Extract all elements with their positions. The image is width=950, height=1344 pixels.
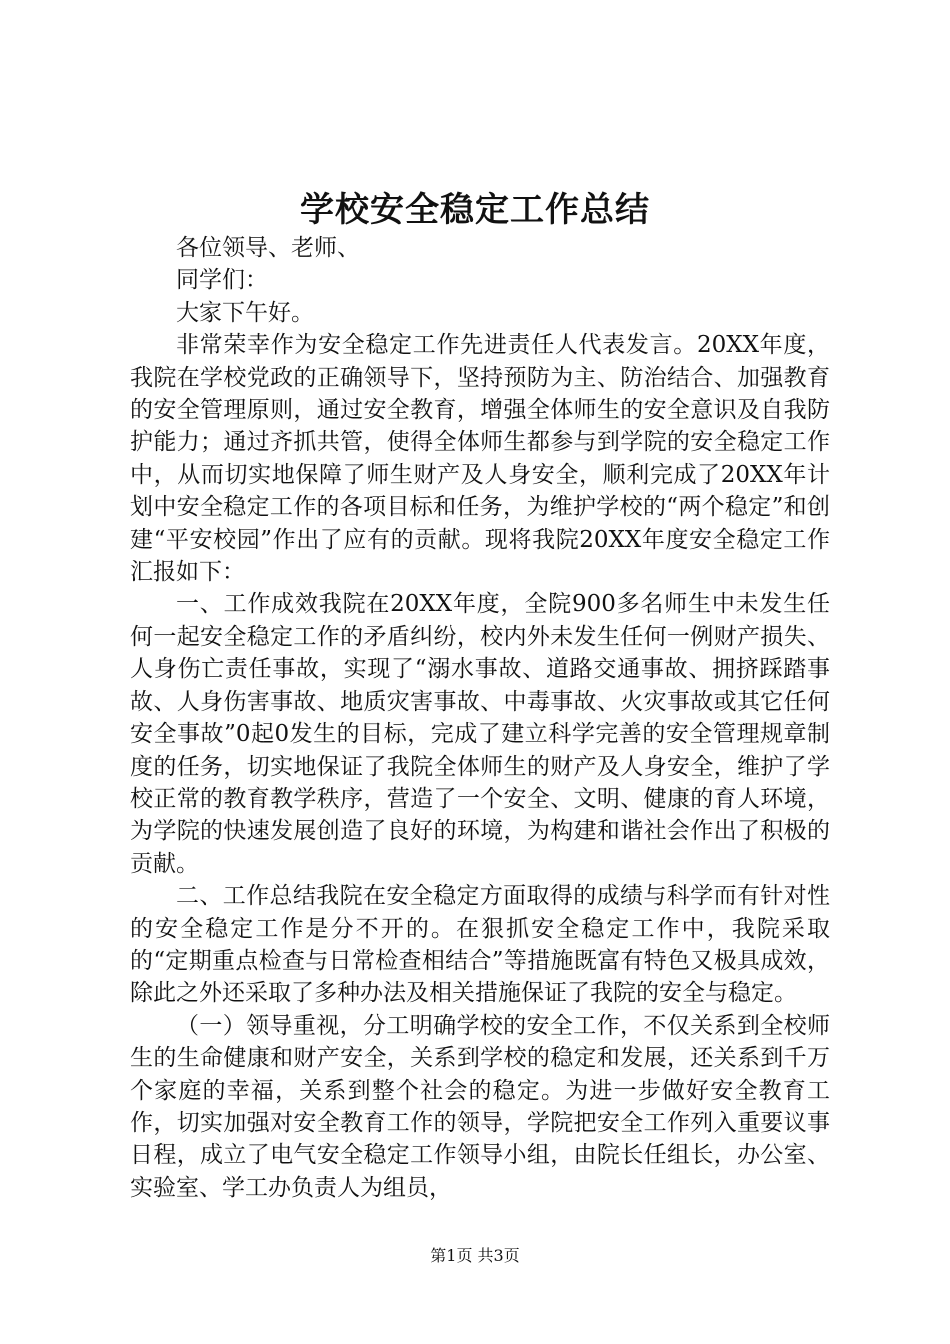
document-body xyxy=(130,232,830,1204)
greeting-line: 大家下午好。 xyxy=(176,299,314,326)
page-footer: 第1页 共3页 xyxy=(430,1246,520,1265)
salutation-line-1: 各位领导、老师、 xyxy=(176,235,360,261)
salutation-line-2: 同学们： xyxy=(176,267,268,294)
paragraph-section-1: 一、工作成效我院在20XX年度，全院900多名师生中未发生任何一起安全稳定工作的矛盾纠纷，校内外未发生任何一例财产损失、人身伤亡责任事故，实现了“溺水事故、道路交通事故、拥挤踩踏事故、人身伤害事故、地质灾害事故、中毒事故、火灾事故或其它任何安全事故”0起0发生的目标，完成了建立科学完善的安全管理规章制度的任务，切实地保证了我院全体师生的财产及人身安全，维护了学校正常的教育教学秩序，营造了一个安全、文明、健康的育人环境，为学院的快速发展创造了良好的环境，为构建和谐社会作出了积极的贡献。 xyxy=(130,591,830,877)
document-title: 学校安全稳定工作总结 xyxy=(300,190,650,230)
paragraph-subsection-1: （一）领导重视，分工明确学校的安全工作，不仅关系到全校师生的生命健康和财产安全，关系到学校的稳定和发展，还关系到千万个家庭的幸福，关系到整个社会的稳定。为进一步做好安全教育工作，切实加强对安全教育工作的领导，学院把安全工作列入重要议事日程，成立了电气安全稳定工作领导小组，由院长任组长，办公室、实验室、学工办负责人为组员， xyxy=(130,1012,830,1201)
paragraph-intro: 非常荣幸作为安全稳定工作先进责任人代表发言。20XX年度，我院在学校党政的正确领导下，坚持预防为主、防治结合、加强教育的安全管理原则，通过安全教育，增强全体师生的安全意识及自我防护能力；通过齐抓共管，使得全体师生都参与到学院的安全稳定工作中，从而切实地保障了师生财产及人身安全，顺利完成了20XX年计划中安全稳定工作的各项目标和任务，为维护学校的“两个稳定”和创建“平安校园”作出了应有的贡献。现将我院20XX年度安全稳定工作汇报如下： xyxy=(130,332,830,586)
paragraph-section-2: 二、工作总结我院在安全稳定方面取得的成绩与科学而有针对性的安全稳定工作是分不开的。在狠抓安全稳定工作中，我院采取的“定期重点检查与日常检查相结合”等措施既富有特色又极具成效，除此之外还采取了多种办法及相关措施保证了我院的安全与稳定。 xyxy=(130,883,830,1007)
